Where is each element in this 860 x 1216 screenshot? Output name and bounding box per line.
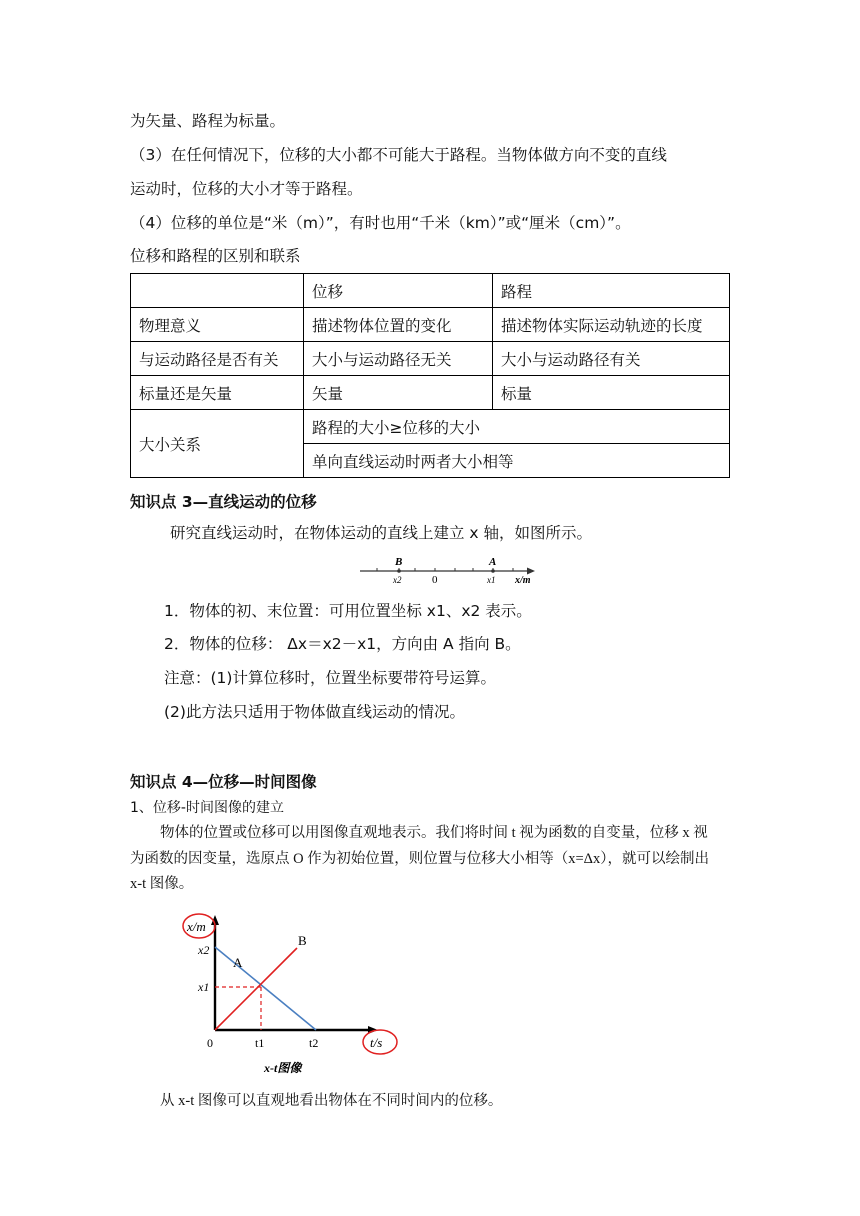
table-cell: 描述物体实际运动轨迹的长度 [493,308,730,342]
tick-x2: x2 [198,943,210,957]
table-cell: 物理意义 [131,308,304,342]
line-b-label: B [298,933,307,948]
table-cell: 大小与运动路径有关 [493,342,730,376]
label-b: B [395,556,403,568]
point-a [491,569,495,573]
table-cell: 描述物体位置的变化 [304,308,493,342]
table-cell: 大小与运动路径无关 [304,342,493,376]
graph-caption: x-t图像 [264,1061,302,1075]
table-header-distance: 路程 [493,274,730,308]
table-row [131,342,730,376]
table-header-row [131,274,730,308]
table-cell: 路程的大小≥位移的大小 [304,410,730,444]
section-3-intro: 研究直线运动时，在物体运动的直线上建立 x 轴，如图所示。 [170,524,593,542]
tick-origin: 0 [207,1036,213,1050]
line-b [215,948,297,1030]
table-row [131,376,730,410]
table-cell: 矢量 [304,376,493,410]
table-caption: 位移和路程的区别和联系 [130,247,301,265]
x-axis-label: t/s [370,1035,383,1050]
table-cell: 标量 [493,376,730,410]
table-header-displacement: 位移 [304,274,493,308]
tick-x1: x1 [198,980,210,994]
section-4-paragraph-a: 物体的位置或位移可以用图像直观地表示。我们将时间 t 视为函数的自变量，位移 x 视 [160,825,708,841]
paragraph-point-4: （4）位移的单位是“米（m）”，有时也用“千米（km）”或“厘米（cm）”。 [130,214,631,232]
table-cell: 单向直线运动时两者大小相等 [304,444,730,478]
section-4-title: 知识点 4—位移—时间图像 [130,773,317,791]
section-4-paragraph-c: x-t 图像。 [130,876,194,892]
label-axis-unit: x/m [515,575,531,586]
section-4-paragraph-b: 为函数的因变量，选原点 O 作为初始位置，则位置与位移大小相等（x=Δx），就可以绘制出 [130,851,709,867]
label-x1: x1 [487,575,496,585]
section-3-note-1: 注意：(1)计算位移时，位置坐标要带符号运算。 [164,669,496,687]
paragraph-vector-scalar: 为矢量、路程为标量。 [130,112,286,130]
table-cell [131,274,304,308]
label-a: A [489,556,497,568]
axis-arrow [527,568,535,575]
line-a [215,947,316,1030]
section-3-item-2: 2．物体的位移： Δx＝x2－x1，方向由 A 指向 B。 [164,635,521,653]
section-4-closing: 从 x-t 图像可以直观地看出物体在不同时间内的位移。 [160,1093,503,1109]
line-a-label: A [233,955,243,970]
table-row [131,308,730,342]
table-cell: 标量还是矢量 [131,376,304,410]
section-3-note-2: (2)此方法只适用于物体做直线运动的情况。 [164,703,465,721]
label-origin: 0 [432,574,438,586]
comparison-table [130,273,730,478]
table-cell-size-relation: 大小关系 [131,410,304,478]
position-axis-diagram [355,554,540,588]
table-cell: 与运动路径是否有关 [131,342,304,376]
xt-graph [170,905,410,1085]
paragraph-point-3-b: 运动时，位移的大小才等于路程。 [130,180,363,198]
section-3-item-1: 1．物体的初、末位置：可用位置坐标 x1、x2 表示。 [164,602,532,620]
section-3-title: 知识点 3—直线运动的位移 [130,493,317,511]
point-b [397,569,401,573]
paragraph-point-3-a: （3）在任何情况下，位移的大小都不可能大于路程。当物体做方向不变的直线 [130,146,667,164]
label-x2: x2 [393,575,402,585]
y-axis-label: x/m [187,919,206,934]
table-row [131,410,730,444]
tick-t1: t1 [255,1036,265,1050]
tick-t2: t2 [309,1036,319,1050]
section-4-subtitle: 1、位移-时间图像的建立 [130,800,284,816]
